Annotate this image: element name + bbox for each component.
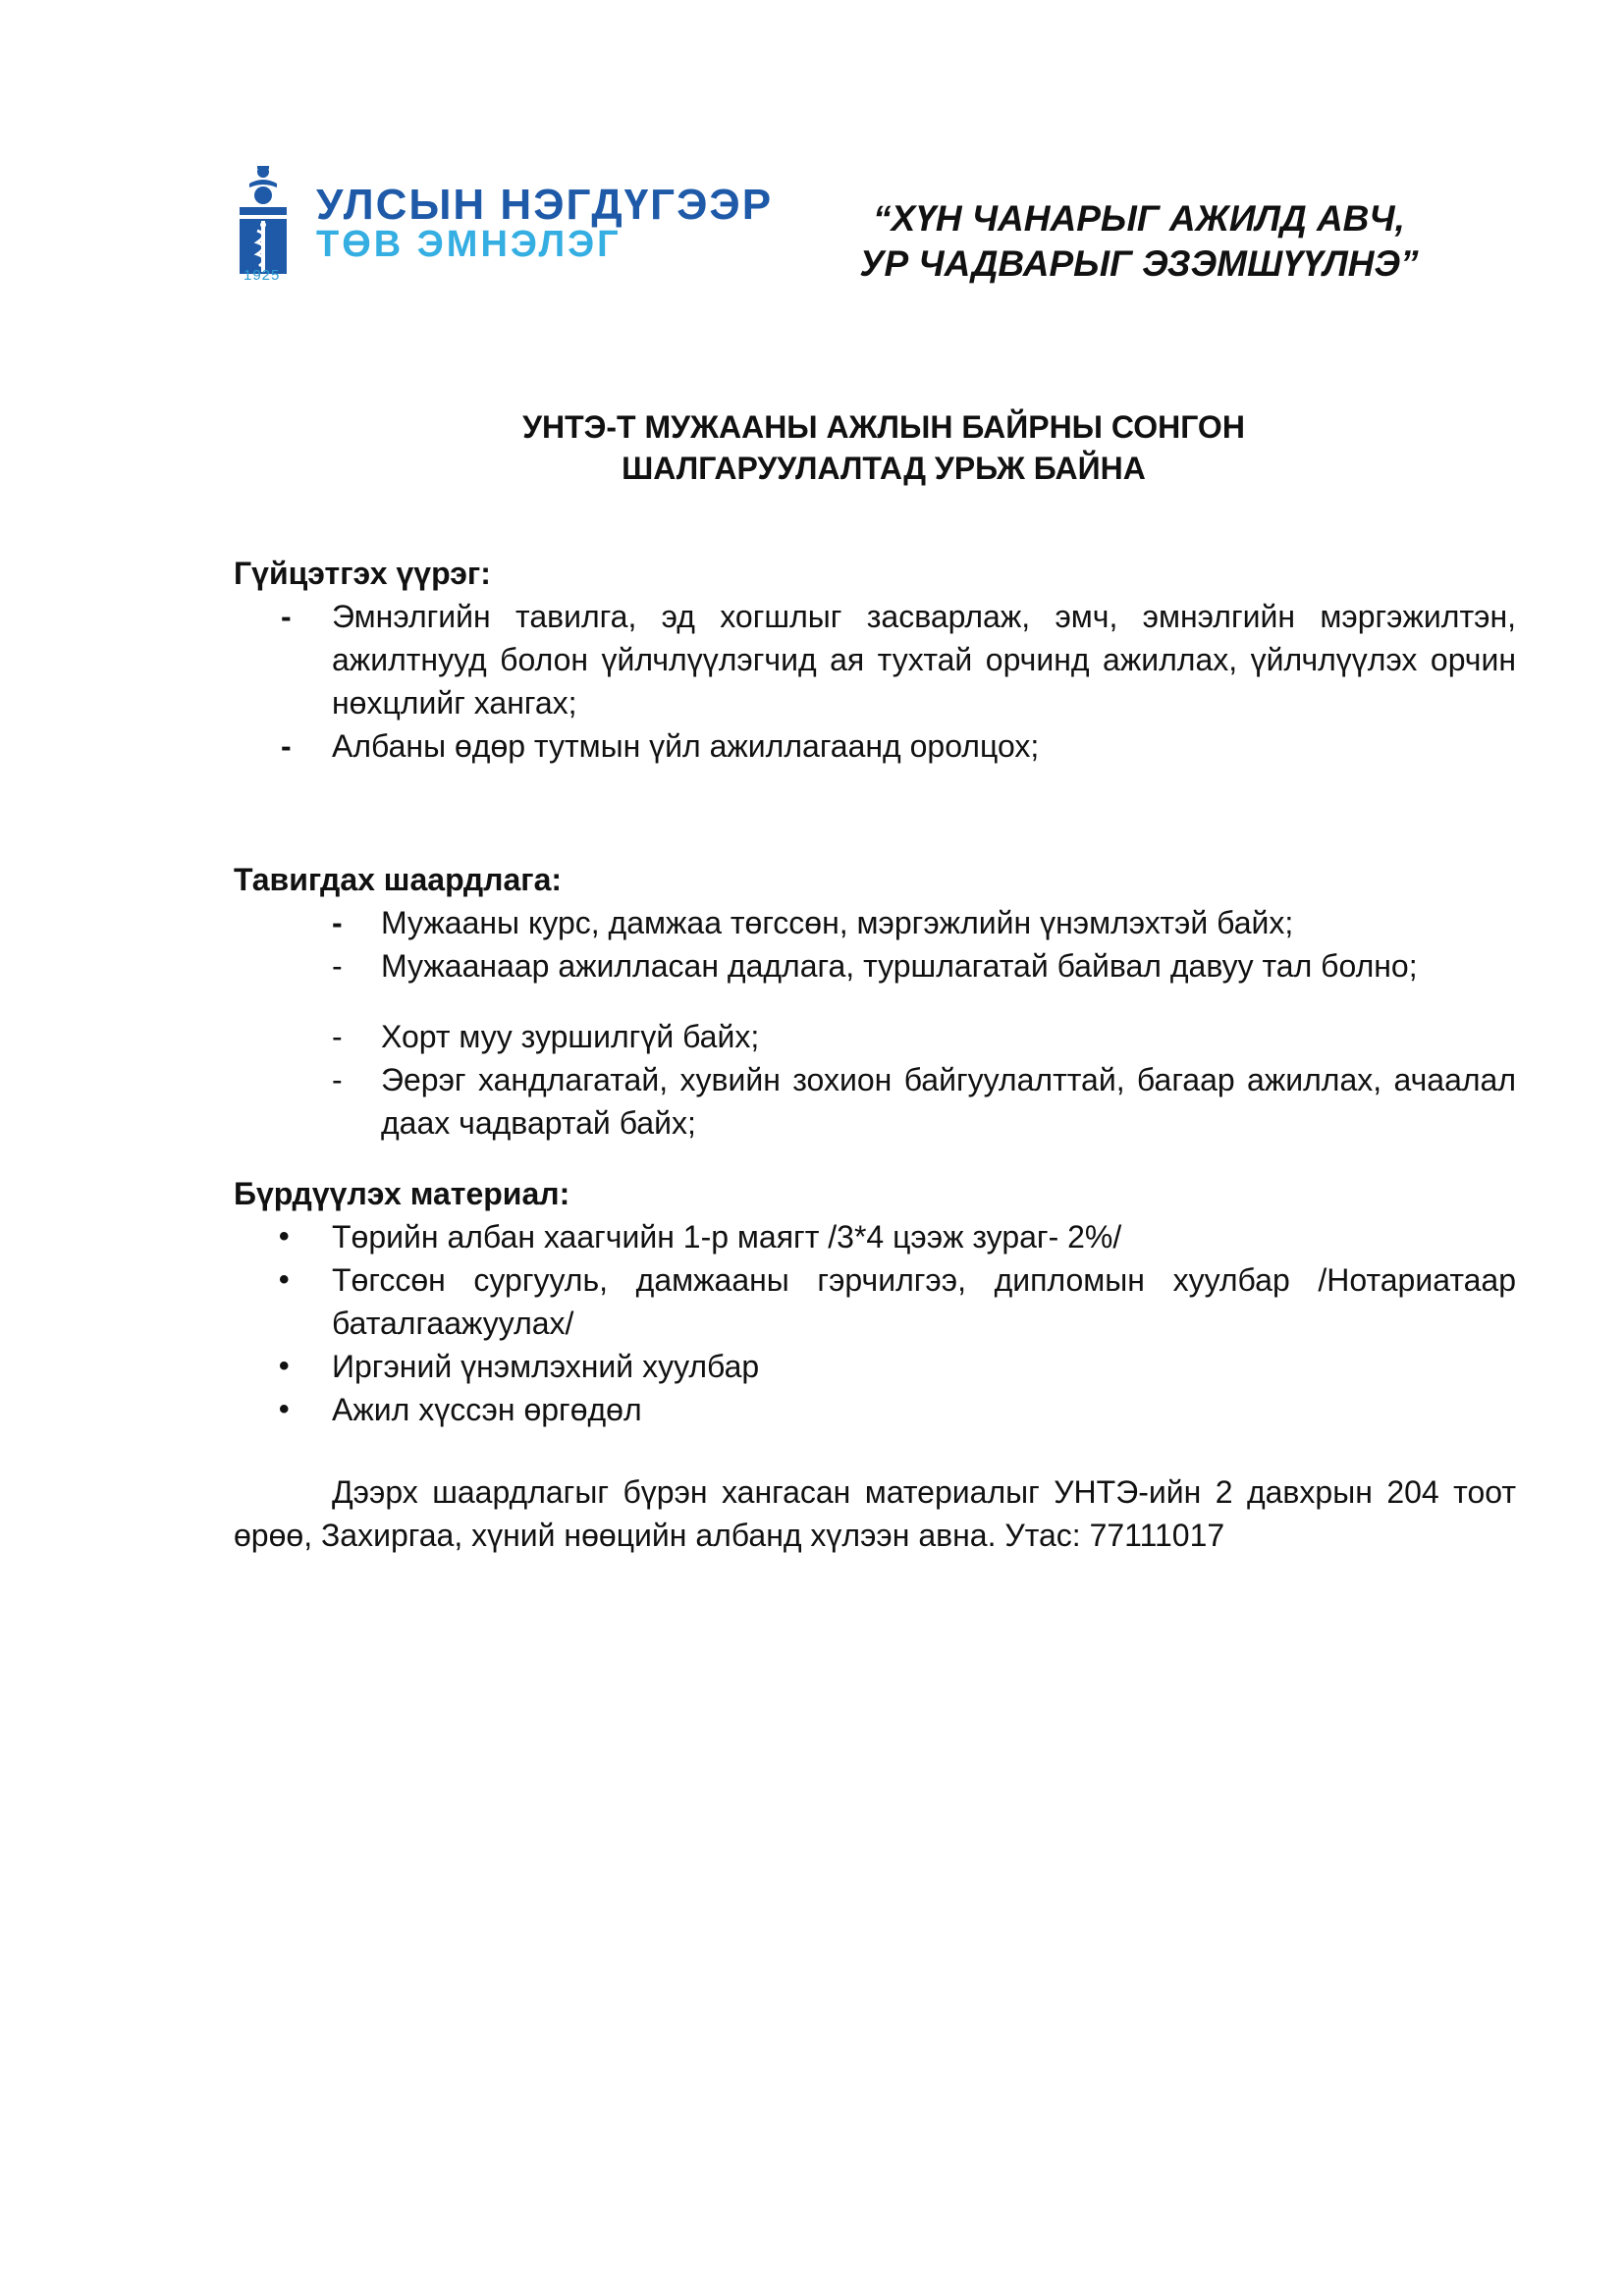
bullet-marker: • bbox=[279, 1393, 290, 1425]
requirements-list bbox=[234, 901, 1516, 1145]
requirements-section bbox=[234, 858, 1516, 1145]
closing-paragraph: Дээрх шаардлагыг бүрэн хангасан материалыг УНТЭ-ийн 2 давхрын 204 тоот өрөө, Захиргаа, хүний нөөцийн албанд хүлээн авна. Утас: 77111017 bbox=[234, 1474, 1516, 1553]
title-line1: УНТЭ-Т МУЖААНЫ АЖЛЫН БАЙРНЫ СОНГОН bbox=[522, 409, 1245, 445]
dash-marker: - bbox=[332, 1062, 343, 1097]
bullet-marker: • bbox=[279, 1263, 290, 1296]
list-item: - Хорт муу зуршилгүй байх; bbox=[234, 1015, 1516, 1058]
bullet-marker: • bbox=[279, 1350, 290, 1382]
materials-list bbox=[234, 1215, 1516, 1431]
dash-marker: - bbox=[332, 905, 343, 940]
logo-text-line2: ТӨВ ЭМНЭЛЭГ bbox=[316, 224, 622, 265]
list-item: - Эмнэлгийн тавилга, эд хогшлыг засварлаж, эмч, эмнэлгийн мэргэжилтэн, ажилтнууд болон үйлчлүүлэгчид ая тухтай орчинд ажиллах, үйлчлүүлэх орчин нөхцлийг хангах; bbox=[234, 595, 1516, 724]
list-item: • Иргэний үнэмлэхний хуулбар bbox=[234, 1345, 1516, 1388]
list-item: - Мужаанаар ажилласан дадлага, туршлагатай байвал давуу тал болно; bbox=[234, 944, 1516, 988]
list-item: - Эерэг хандлагатай, хувийн зохион байгуулалттай, багаар ажиллах, ачаалал даах чадвартай байх; bbox=[234, 1058, 1516, 1145]
list-item: - Албаны өдөр тутмын үйл ажиллагаанд оролцох; bbox=[234, 724, 1516, 768]
duties-section bbox=[234, 552, 1516, 768]
title-line2: ШАЛГАРУУЛАЛТАД УРЬЖ БАЙНА bbox=[622, 451, 1146, 486]
materials-heading: Бүрдүүлэх материал: bbox=[234, 1176, 570, 1211]
dash-marker: - bbox=[281, 728, 292, 764]
duties-list bbox=[234, 595, 1516, 768]
logo-year: 1925 bbox=[244, 267, 281, 284]
duties-heading: Гүйцэтгэх үүрэг: bbox=[234, 556, 491, 591]
materials-section bbox=[234, 1172, 1516, 1431]
requirements-heading: Тавигдах шаардлага: bbox=[234, 862, 563, 897]
dash-marker: - bbox=[281, 599, 292, 634]
slogan-line2: УР ЧАДВАРЫГ ЭЗЭМШҮҮЛНЭ” bbox=[859, 243, 1419, 284]
dash-marker: - bbox=[332, 948, 343, 984]
list-item: • Төрийн албан хаагчийн 1-р маягт /3*4 цээж зураг- 2%/ bbox=[234, 1215, 1516, 1258]
bullet-marker: • bbox=[279, 1220, 290, 1253]
logo-text-line1: УЛСЫН НЭГДҮГЭЭР bbox=[316, 181, 774, 229]
document-title bbox=[353, 406, 1414, 489]
list-item: • Ажил хүссэн өргөдөл bbox=[234, 1388, 1516, 1431]
list-item: - Мужааны курс, дамжаа төгссөн, мэргэжлийн үнэмлэхтэй байх; bbox=[234, 901, 1516, 944]
dash-marker: - bbox=[332, 1019, 343, 1054]
list-item: • Төгссөн сургууль, дамжааны гэрчилгээ, дипломын хуулбар /Нотариатаар баталгаажуулах/ bbox=[234, 1258, 1516, 1345]
slogan-line1: “ХҮН ЧАНАРЫГ АЖИЛД АВЧ, bbox=[873, 198, 1405, 239]
slogan bbox=[825, 196, 1453, 287]
